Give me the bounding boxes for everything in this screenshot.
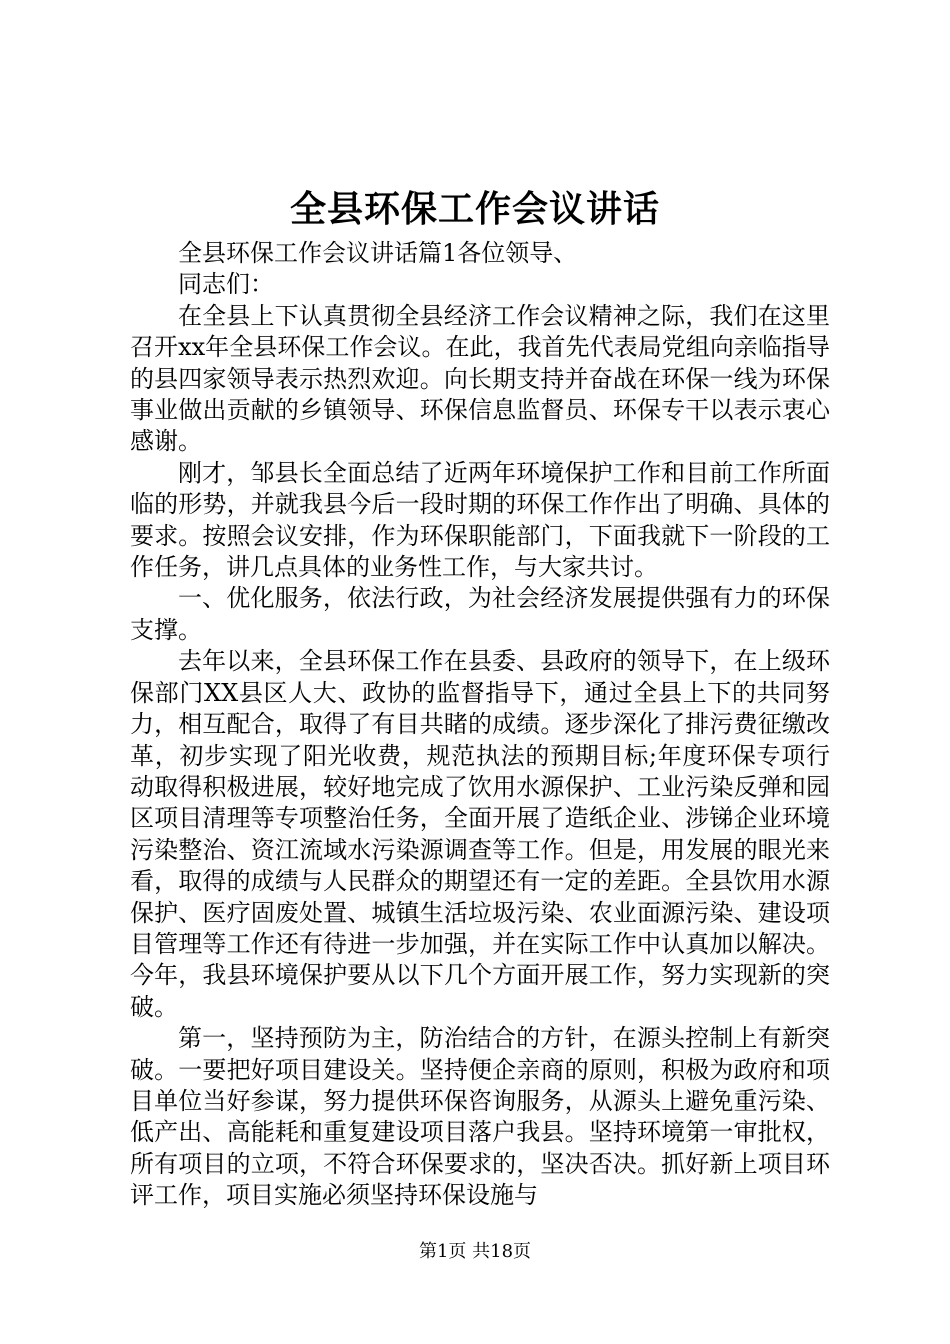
page-footer: 第1页 共18页 [418, 1241, 532, 1262]
paragraph: 同志们： [178, 270, 274, 299]
paragraph: 去年以来，全县环保工作在县委、县政府的领导下，在上级环保部门XX县区人大、政协的监督指导下，通过全县上下的共同努力，相互配合，取得了有目共睹的成绩。逐步深化了排污费征缴改革，初步实现了阳光收费，规范执法的预期目标;年度环保专项行动取得积极进展，较好地完成了饮用水源保护、工业污染反弹和园区项目清理等专项整治任务，全面开展了造纸企业、涉锑企业环境污染整治、资江流域水污染源调查等工作。但是，用发展的眼光来看，取得的成绩与人民群众的期望还有一定的差距。全县饮用水源保护、医疗固废处置、城镇生活垃圾污染、农业面源污染、建设项目管理等工作还有待进一步加强，并在实际工作中认真加以解决。今年，我县环境保护要从以下几个方面开展工作，努力实现新的突破。 [130, 647, 830, 1021]
paragraph: 全县环保工作会议讲话篇1各位领导、 [178, 239, 578, 267]
paragraph: 第一，坚持预防为主，防治结合的方针，在源头控制上有新突破。一要把好项目建设关。坚持便企亲商的原则，积极为政府和项目单位当好参谋，努力提供环保咨询服务，从源头上避免重污染、低产出、高能耗和重复建设项目落户我县。坚持环境第一审批权，所有项目的立项，不符合环保要求的，坚决否决。抓好新上项目环评工作，项目实施必须坚持环保设施与 [130, 1024, 830, 1210]
paragraph: 在全县上下认真贯彻全县经济工作会议精神之际，我们在这里召开xx年全县环保工作会议。在此，我首先代表局党组向亲临指导的县四家领导表示热烈欢迎。向长期支持并奋战在环保一线为环保事业做出贡献的乡镇领导、环保信息监督员、环保专干以表示衷心感谢。 [130, 301, 830, 456]
paragraph: 刚才，邹县长全面总结了近两年环境保护工作和目前工作所面临的形势，并就我县今后一段时期的环保工作作出了明确、具体的要求。按照会议安排，作为环保职能部门，下面我就下一阶段的工作任务，讲几点具体的业务性工作，与大家共讨。 [130, 458, 830, 582]
section-heading: 一、优化服务，依法行政，为社会经济发展提供强有力的环保支撑。 [130, 584, 830, 644]
document-title: 全县环保工作会议讲话 [289, 188, 660, 230]
document-body [130, 238, 830, 1212]
